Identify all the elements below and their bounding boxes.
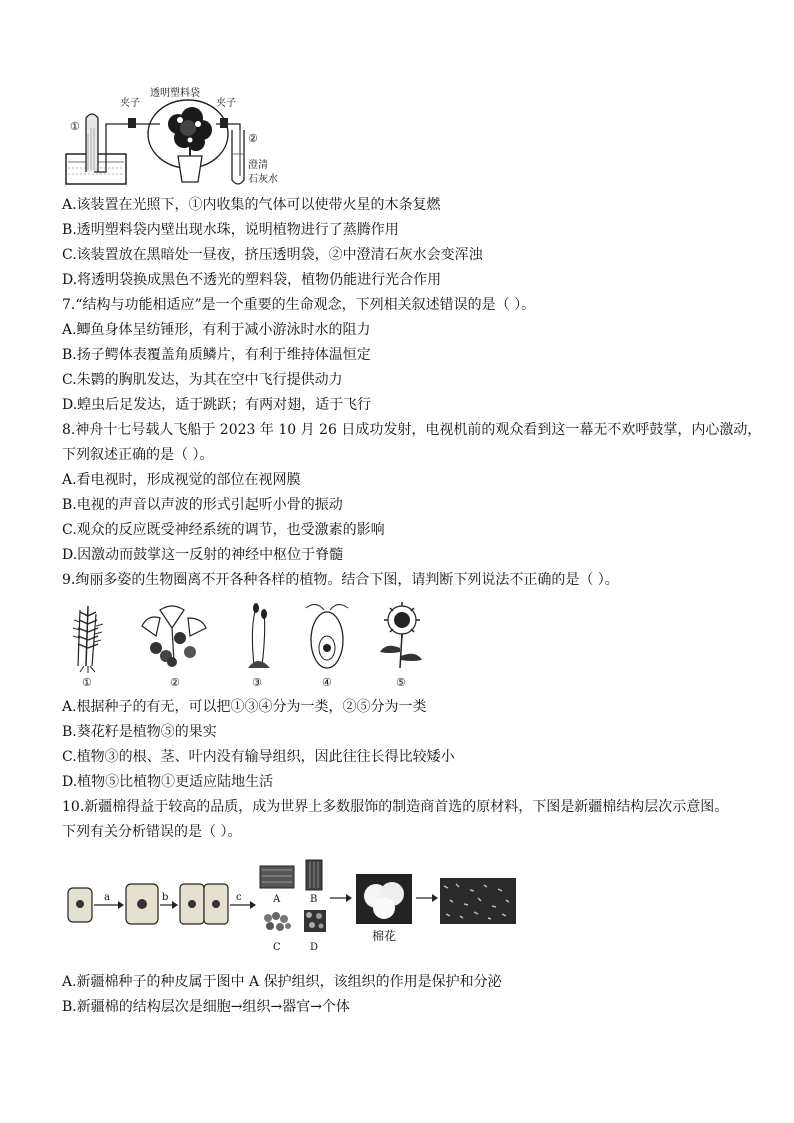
arrow-b-label: b bbox=[162, 892, 169, 903]
fern-icon bbox=[73, 606, 103, 673]
q10-stem-1: 10.新疆棉得益于较高的品质，成为世界上多数服饰的制造商首选的原材料，下图是新疆棉结构层次示意图。 bbox=[62, 799, 729, 815]
ginkgo-icon bbox=[142, 606, 206, 667]
q8-stem-1: 8.神舟十七号载人飞船于 2023 年 10 月 26 日成功发射，电视机前的观众看到这一幕无不欢呼鼓掌，内心激动， bbox=[62, 422, 762, 438]
q9-option-c: C.植物③的根、茎、叶内没有输导组织，因此往往长得比较矮小 bbox=[62, 749, 455, 765]
cotton-boll-icon bbox=[356, 874, 412, 924]
cotton-field-icon bbox=[440, 878, 516, 924]
limewater-label-2: 石灰水 bbox=[248, 174, 278, 185]
q10-option-a: A.新疆棉种子的种皮属于图中 A 保护组织，该组织的作用是保护和分泌 bbox=[62, 974, 502, 990]
plants-figure bbox=[60, 596, 460, 690]
tissue-c-label: C bbox=[273, 942, 281, 953]
q9-option-d: D.植物⑤比植物①更适应陆地生活 bbox=[62, 774, 274, 790]
sunflower-icon bbox=[380, 602, 422, 668]
label-2: ② bbox=[248, 132, 258, 145]
apparatus-figure bbox=[60, 84, 300, 192]
q6-option-b: B.透明塑料袋内壁出现水珠，说明植物进行了蒸腾作用 bbox=[62, 222, 399, 238]
q9-option-a: A.根据种子的有无，可以把①③④分为一类，②⑤分为一类 bbox=[62, 699, 427, 715]
q8-option-b: B.电视的声音以声波的形式引起听小骨的振动 bbox=[62, 497, 343, 513]
q6-option-c: C.该装置放在黑暗处一昼夜，挤压透明袋，②中澄清石灰水会变浑浊 bbox=[62, 247, 483, 263]
plant-label-4: ④ bbox=[322, 676, 332, 689]
clip-left-label: 夹子 bbox=[120, 98, 140, 109]
bag-label: 透明塑料袋 bbox=[150, 88, 200, 99]
moss-icon bbox=[248, 603, 270, 668]
cotton-hierarchy-figure bbox=[60, 856, 530, 960]
q10-stem-2: 下列有关分析错误的是（ ）。 bbox=[62, 824, 242, 840]
q7-option-d: D.蝗虫后足发达，适于跳跃；有两对翅，适于飞行 bbox=[62, 397, 372, 413]
q7-option-a: A.鲫鱼身体呈纺锤形，有利于减小游泳时水的阻力 bbox=[62, 322, 371, 338]
potted-plant-icon bbox=[168, 107, 212, 182]
q6-option-d: D.将透明袋换成黑色不透光的塑料袋，植物仍能进行光合作用 bbox=[62, 272, 442, 288]
tissue-d-label: D bbox=[310, 942, 319, 953]
arrow-c-label: c bbox=[236, 892, 242, 903]
test-tube-2 bbox=[232, 130, 244, 184]
plant-label-3: ③ bbox=[252, 676, 262, 689]
cotton-label: 棉花 bbox=[372, 929, 397, 943]
q10-option-b: B.新疆棉的结构层次是细胞→组织→器官→个体 bbox=[62, 999, 350, 1015]
label-1: ① bbox=[70, 120, 80, 133]
dividing-cells-icon bbox=[180, 884, 228, 924]
plant-label-5: ⑤ bbox=[396, 676, 406, 689]
arrow-a-label: a bbox=[104, 892, 110, 903]
q7-stem: 7.“结构与功能相适应”是一个重要的生命观念，下列相关叙述错误的是（ ）。 bbox=[62, 297, 536, 313]
tissue-a-icon bbox=[260, 866, 294, 888]
plant-label-2: ② bbox=[170, 676, 180, 689]
q9-option-b: B.葵花籽是植物⑤的果实 bbox=[62, 724, 217, 740]
chlamydomonas-icon bbox=[306, 604, 348, 668]
q8-option-d: D.因激动而鼓掌这一反射的神经中枢位于脊髓 bbox=[62, 547, 344, 563]
tissue-c-icon bbox=[264, 912, 291, 931]
q9-stem: 9.绚丽多姿的生物圈离不开各种各样的植物。结合下图，请判断下列说法不正确的是（ ）。 bbox=[62, 572, 619, 588]
q7-option-b: B.扬子鳄体表覆盖角质鳞片，有利于维持体温恒定 bbox=[62, 347, 371, 363]
limewater-label-1: 澄清 bbox=[248, 160, 268, 171]
q6-option-a: A.该装置在光照下，①内收集的气体可以使带火星的木条复燃 bbox=[62, 197, 441, 213]
clip-left-icon bbox=[128, 118, 136, 128]
q7-option-c: C.朱鹮的胸肌发达，为其在空中飞行提供动力 bbox=[62, 372, 343, 388]
tissue-a-label: A bbox=[273, 894, 281, 905]
clip-right-icon bbox=[220, 118, 228, 128]
plant-label-1: ① bbox=[82, 676, 92, 689]
tissue-d-icon bbox=[304, 910, 326, 932]
q8-option-a: A.看电视时，形成视觉的部位在视网膜 bbox=[62, 472, 301, 488]
q8-stem-2: 下列叙述正确的是（ ）。 bbox=[62, 447, 214, 463]
tissue-b-label: B bbox=[310, 894, 318, 905]
q8-option-c: C.观众的反应既受神经系统的调节，也受激素的影响 bbox=[62, 522, 385, 538]
clip-right-label: 夹子 bbox=[216, 98, 236, 109]
